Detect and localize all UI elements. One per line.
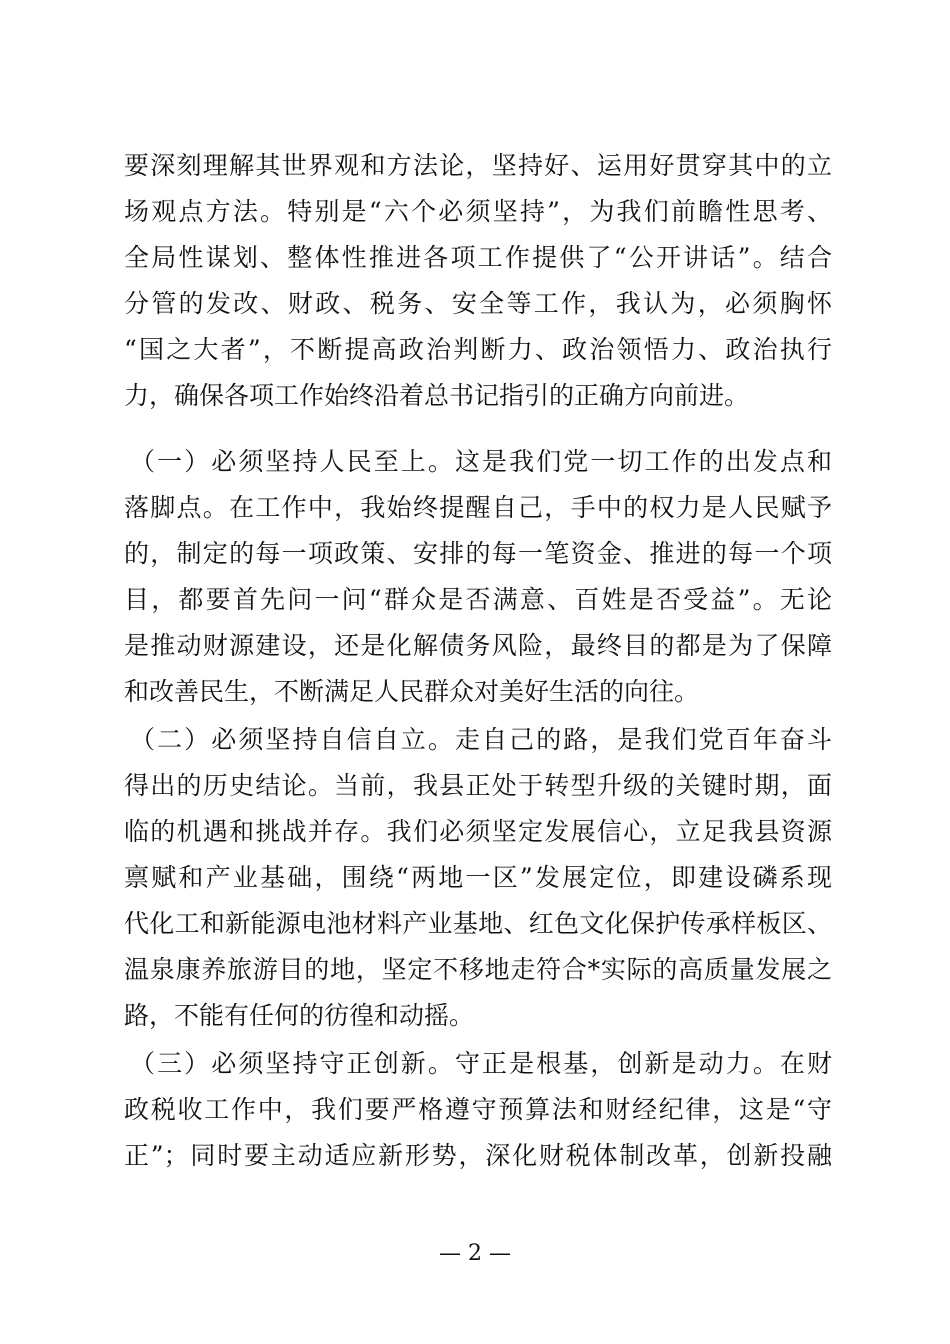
paragraph-line: 政税收工作中，我们要严格遵守预算法和财经纪律，这是“守 [124,1095,832,1124]
page-number: — 2 — [439,1241,511,1266]
paragraph-line: （三）必须坚持守正创新。守正是根基，创新是动力。在财 [130,1049,832,1078]
paragraph-line: 目，都要首先问一问“群众是否满意、百姓是否受益”。无论 [124,585,832,614]
paragraph-line: “国之大者”，不断提高政治判断力、政治领悟力、政治执行 [124,335,832,364]
paragraph-line: （二）必须坚持自信自立。走自己的路，是我们党百年奋斗 [130,725,832,754]
paragraph-line: 代化工和新能源电池材料产业基地、红色文化保护传承样板区、 [124,909,832,938]
paragraph-line: 是推动财源建设，还是化解债务风险，最终目的都是为了保障 [124,631,832,660]
paragraph-line: 分管的发改、财政、税务、安全等工作，我认为，必须胸怀 [124,289,832,318]
paragraph-line: 路，不能有任何的彷徨和动摇。 [124,1001,475,1030]
paragraph-line: 场观点方法。特别是“六个必须坚持”，为我们前瞻性思考、 [124,197,832,226]
paragraph-line: 禀赋和产业基础，围绕“两地一区”发展定位，即建设磷系现 [124,863,832,892]
paragraph-line: 和改善民生，不断满足人民群众对美好生活的向往。 [124,677,700,706]
paragraph-line: 温泉康养旅游目的地，坚定不移地走符合*实际的高质量发展之 [124,955,832,984]
paragraph-line: 临的机遇和挑战并存。我们必须坚定发展信心，立足我县资源 [124,817,832,846]
paragraph-line: （一）必须坚持人民至上。这是我们党一切工作的出发点和 [130,447,832,476]
paragraph-line: 力，确保各项工作始终沿着总书记指引的正确方向前进。 [124,381,750,410]
paragraph-line: 正”；同时要主动适应新形势，深化财税体制改革，创新投融 [124,1141,832,1170]
paragraph-line: 的，制定的每一项政策、安排的每一笔资金、推进的每一个项 [124,539,832,568]
paragraph-line: 得出的历史结论。当前，我县正处于转型升级的关键时期，面 [124,771,832,800]
paragraph-line: 要深刻理解其世界观和方法论，坚持好、运用好贯穿其中的立 [124,151,832,180]
paragraph-line: 全局性谋划、整体性推进各项工作提供了“公开讲话”。结合 [124,243,832,272]
paragraph-line: 落脚点。在工作中，我始终提醒自己，手中的权力是人民赋予 [124,493,832,522]
